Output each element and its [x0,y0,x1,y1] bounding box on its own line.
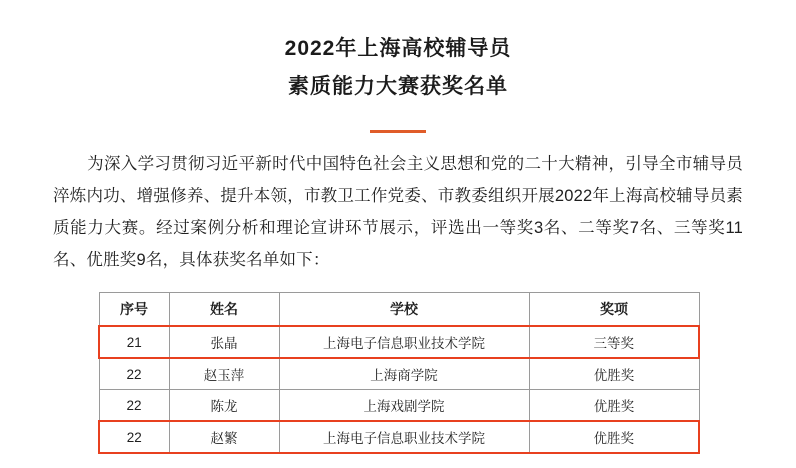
cell-school: 上海戏剧学院 [279,390,529,422]
cell-award: 优胜奖 [529,358,699,390]
title-block [0,0,796,106]
cell-name: 陈龙 [169,390,279,422]
page-title-line-2: 素质能力大赛获奖名单 [288,75,508,98]
cell-school: 上海电子信息职业技术学院 [279,326,529,358]
award-table [98,292,700,454]
table-row [99,358,699,390]
column-header-name: 姓名 [169,293,279,327]
column-header-no: 序号 [99,293,169,327]
cell-name: 张晶 [169,326,279,358]
paragraph-text: 为深入学习贯彻习近平新时代中国特色社会主义思想和党的二十大精神，引导全市辅导员淬炼内功、增强修养、提升本领，市教卫工作党委、市教委组织开展2022年上海高校辅导员素质能力大赛。经过案例分析和理论宣讲环节展示，评选出一等奖3名、二等奖7名、三等奖11名、优胜奖9名，具体获奖名单如下： [53,155,743,269]
title-divider-wrap [0,120,796,138]
cell-school: 上海商学院 [279,358,529,390]
table-header-row [99,293,699,327]
cell-no: 21 [99,326,169,358]
intro-paragraph [53,148,743,276]
cell-award: 三等奖 [529,326,699,358]
award-table-body [99,326,699,453]
cell-no: 22 [99,390,169,422]
award-table-wrap [98,292,698,454]
column-header-school: 学校 [279,293,529,327]
table-row [99,421,699,453]
cell-no: 22 [99,358,169,390]
title-divider [370,130,426,133]
cell-name: 赵繁 [169,421,279,453]
column-header-award: 奖项 [529,293,699,327]
cell-school: 上海电子信息职业技术学院 [279,421,529,453]
page-title-line-1: 2022年上海高校辅导员 [284,37,512,60]
cell-no: 22 [99,421,169,453]
cell-name: 赵玉萍 [169,358,279,390]
cell-award: 优胜奖 [529,421,699,453]
table-row [99,390,699,422]
cell-award: 优胜奖 [529,390,699,422]
table-row [99,326,699,358]
